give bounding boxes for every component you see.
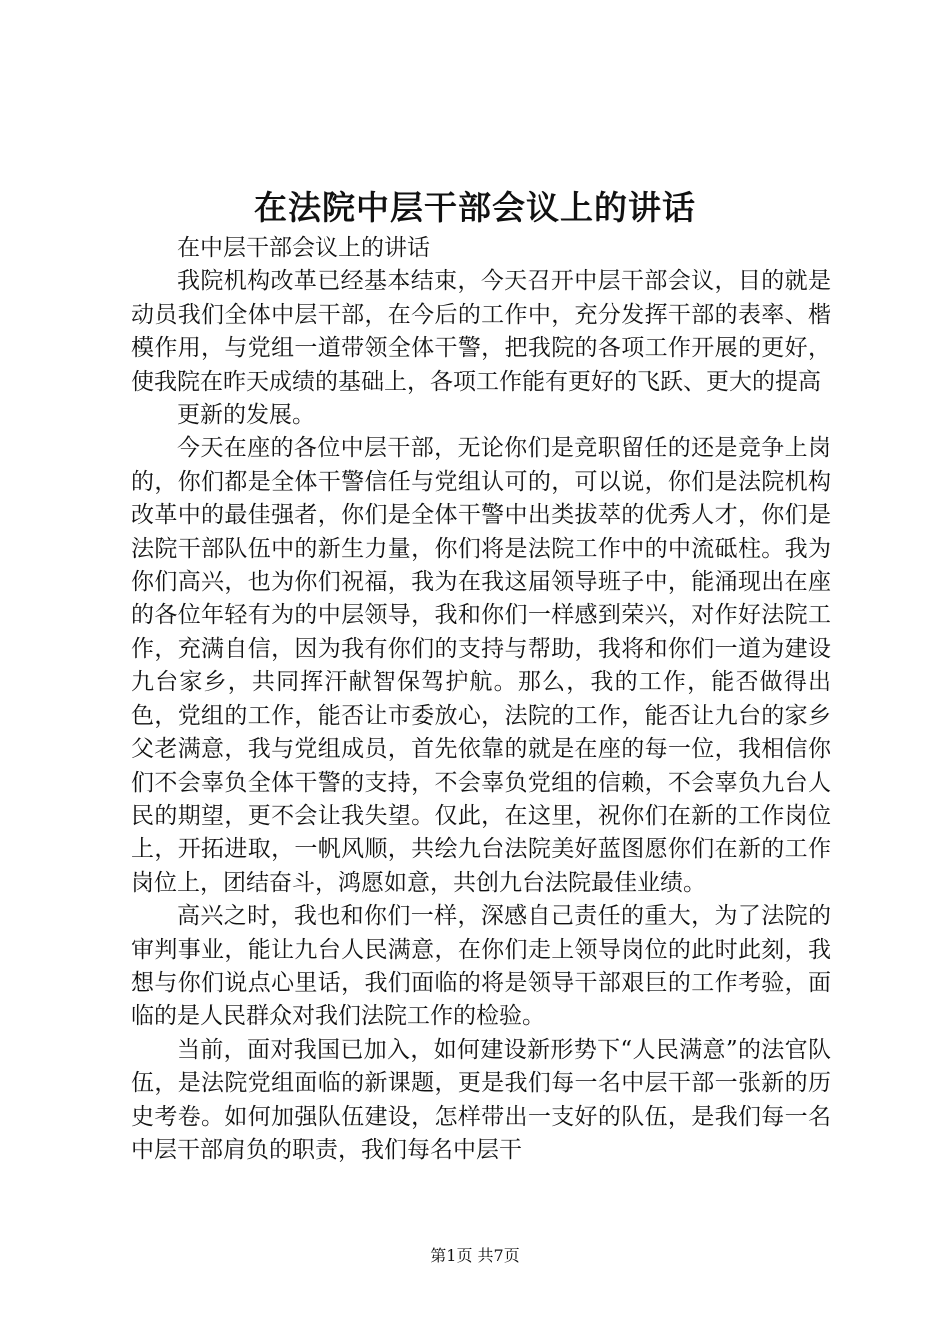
paragraph-4: 高兴之时，我也和你们一样，深感自己责任的重大，为了法院的审判事业，能让九台人民满意，在你们走上领导岗位的此时此刻，我想与你们说点心里话，我们面临的将是领导干部艰巨的工作考验，面临的是人民群众对我们法院工作的检验。 xyxy=(131,903,831,1030)
document-title: 在法院中层干部会议上的讲话 xyxy=(254,188,696,227)
paragraph-5: 当前，面对我国已加入，如何建设新形势下“人民满意”的法官队伍，是法院党组面临的新课题，更是我们每一名中层干部一张新的历史考卷。如何加强队伍建设，怎样带出一支好的队伍，是我们每一名中层干部肩负的职责，我们每名中层干 xyxy=(131,1036,831,1163)
page-footer: 第1页 共7页 xyxy=(430,1246,520,1265)
paragraph-3: 今天在座的各位中层干部，无论你们是竞职留任的还是竞争上岗的，你们都是全体干警信任与党组认可的，可以说，你们是法院机构改革中的最佳强者，你们是全体干警中出类拔萃的优秀人才，你们是法院干部队伍中的新生力量，你们将是法院工作中的中流砥柱。我为你们高兴，也为你们祝福，我为在我这届领导班子中，能涌现出在座的各位年轻有为的中层领导，我和你们一样感到荣兴，对作好法院工作，充满自信，因为我有你们的支持与帮助，我将和你们一道为建设九台家乡，共同挥汗献智保驾护航。那么，我的工作，能否做得出色，党组的工作，能否让市委放心，法院的工作，能否让九台的家乡父老满意，我与党组成员，首先依靠的就是在座的每一位，我相信你们不会辜负全体干警的支持，不会辜负党组的信赖，不会辜负九台人民的期望，更不会让我失望。仅此，在这里，祝你们在新的工作岗位上，开拓进取，一帆风顺，共绘九台法院美好蓝图愿你们在新的工作岗位上，团结奋斗，鸿愿如意，共创九台法院最佳业绩。 xyxy=(131,435,831,896)
paragraph-1: 我院机构改革已经基本结束，今天召开中层干部会议，目的就是动员我们全体中层干部，在今后的工作中，充分发挥干部的表率、楷模作用，与党组一道带领全体干警，把我院的各项工作开展的更好，使我院在昨天成绩的基础上，各项工作能有更好的飞跃、更大的提高 xyxy=(131,268,831,395)
paragraph-subtitle: 在中层干部会议上的讲话 xyxy=(177,235,430,261)
document-body xyxy=(131,232,831,1167)
paragraph-2: 更新的发展。 xyxy=(177,402,315,429)
